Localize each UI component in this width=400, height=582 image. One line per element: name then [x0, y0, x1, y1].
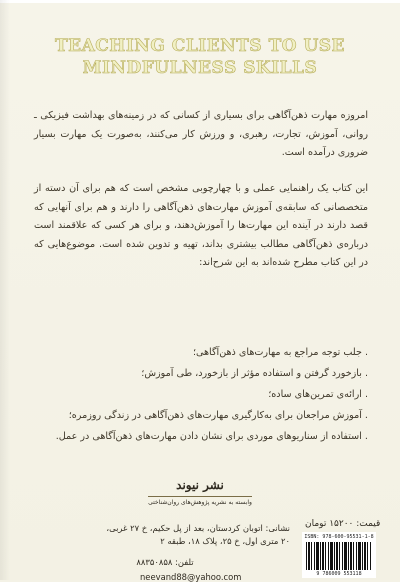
publisher-divider — [148, 496, 252, 497]
list-item: . ارائه‌ی تمرین‌های ساده؛ — [268, 389, 368, 400]
address-line-1: نشانی: اتوبان کردستان، بعد از پل حکیم، خ ۲۷ غربی، — [106, 523, 290, 533]
intro-paragraph: امروزه مهارت ذهن‌آگاهی برای بسیاری از کسانی که در زمینه‌های بهداشت فیزیکی ـ روانی، آموزش، تجارت، رهبری، و ورزش کار می‌کنند، به‌صورت یک مهارت بسیار ضروری درآمده است. — [34, 110, 368, 158]
list-item: . آموزش مراجعان برای به‌کارگیری مهارت‌های ذهن‌آگاهی در زندگی روزمره؛ — [68, 410, 368, 421]
barcode — [302, 532, 376, 578]
publisher-tagline: وابسته به نشریه پژوهش‌های روان‌شناختی — [148, 499, 252, 506]
phone-number: تلفن: ۸۸۳۵۰۸۵۸ — [136, 557, 194, 567]
title-line-2: MINDFULNESS SKILLS — [82, 58, 318, 78]
title-line-1: TEACHING CLIENTS TO USE — [54, 36, 346, 56]
address-line-2: ۲۰ متری اول، خ ۲۵، پلاک ۱۸، طبقه ۲ — [160, 536, 290, 546]
publisher-name: نشر نیوند — [176, 478, 224, 492]
list-item: . جلب توجه مراجع به مهارت‌های ذهن‌آگاهی؛ — [192, 347, 368, 358]
list-item: . استفاده از سناریوهای موردی برای نشان دادن مهارت‌های ذهن‌آگاهی در عمل. — [55, 431, 368, 442]
list-item: . بازخورد گرفتن و استفاده مؤثر از بازخورد، طی آموزش؛ — [141, 368, 368, 379]
barcode-digits: 9 786009 553118 — [316, 571, 362, 577]
barcode-bars — [306, 542, 372, 570]
book-title — [0, 35, 400, 79]
topics-list — [34, 342, 368, 447]
isbn-label: ISBN: 978-600-95531-1-8 — [304, 534, 374, 540]
top-edge — [0, 0, 400, 3]
publisher-logo — [0, 478, 400, 507]
publisher-address — [40, 522, 290, 569]
price-label: قیمت: ۱۵۲۰۰ تومان — [305, 519, 381, 529]
email-address: neevand88@yahoo.com — [140, 572, 242, 582]
description-paragraph: این کتاب یک راهنمایی عملی و با چهارچوبی مشخص است که هم برای آن دسته از متخصصانی که سابقه‌ی آموزش مهارت‌های ذهن‌آگاهی را دارند و هم برای آنهایی که قصد دارند در آینده این مهارت‌ها را آموزش‌دهند، و برای هر کسی که علاقمند است درباره‌ی ذهن‌آگاهی مطالب بیشتری بداند، تهیه و تدوین شده است. موضوع‌هایی که در این کتاب مطرح شده‌اند به این شرح‌اند: — [34, 183, 368, 268]
